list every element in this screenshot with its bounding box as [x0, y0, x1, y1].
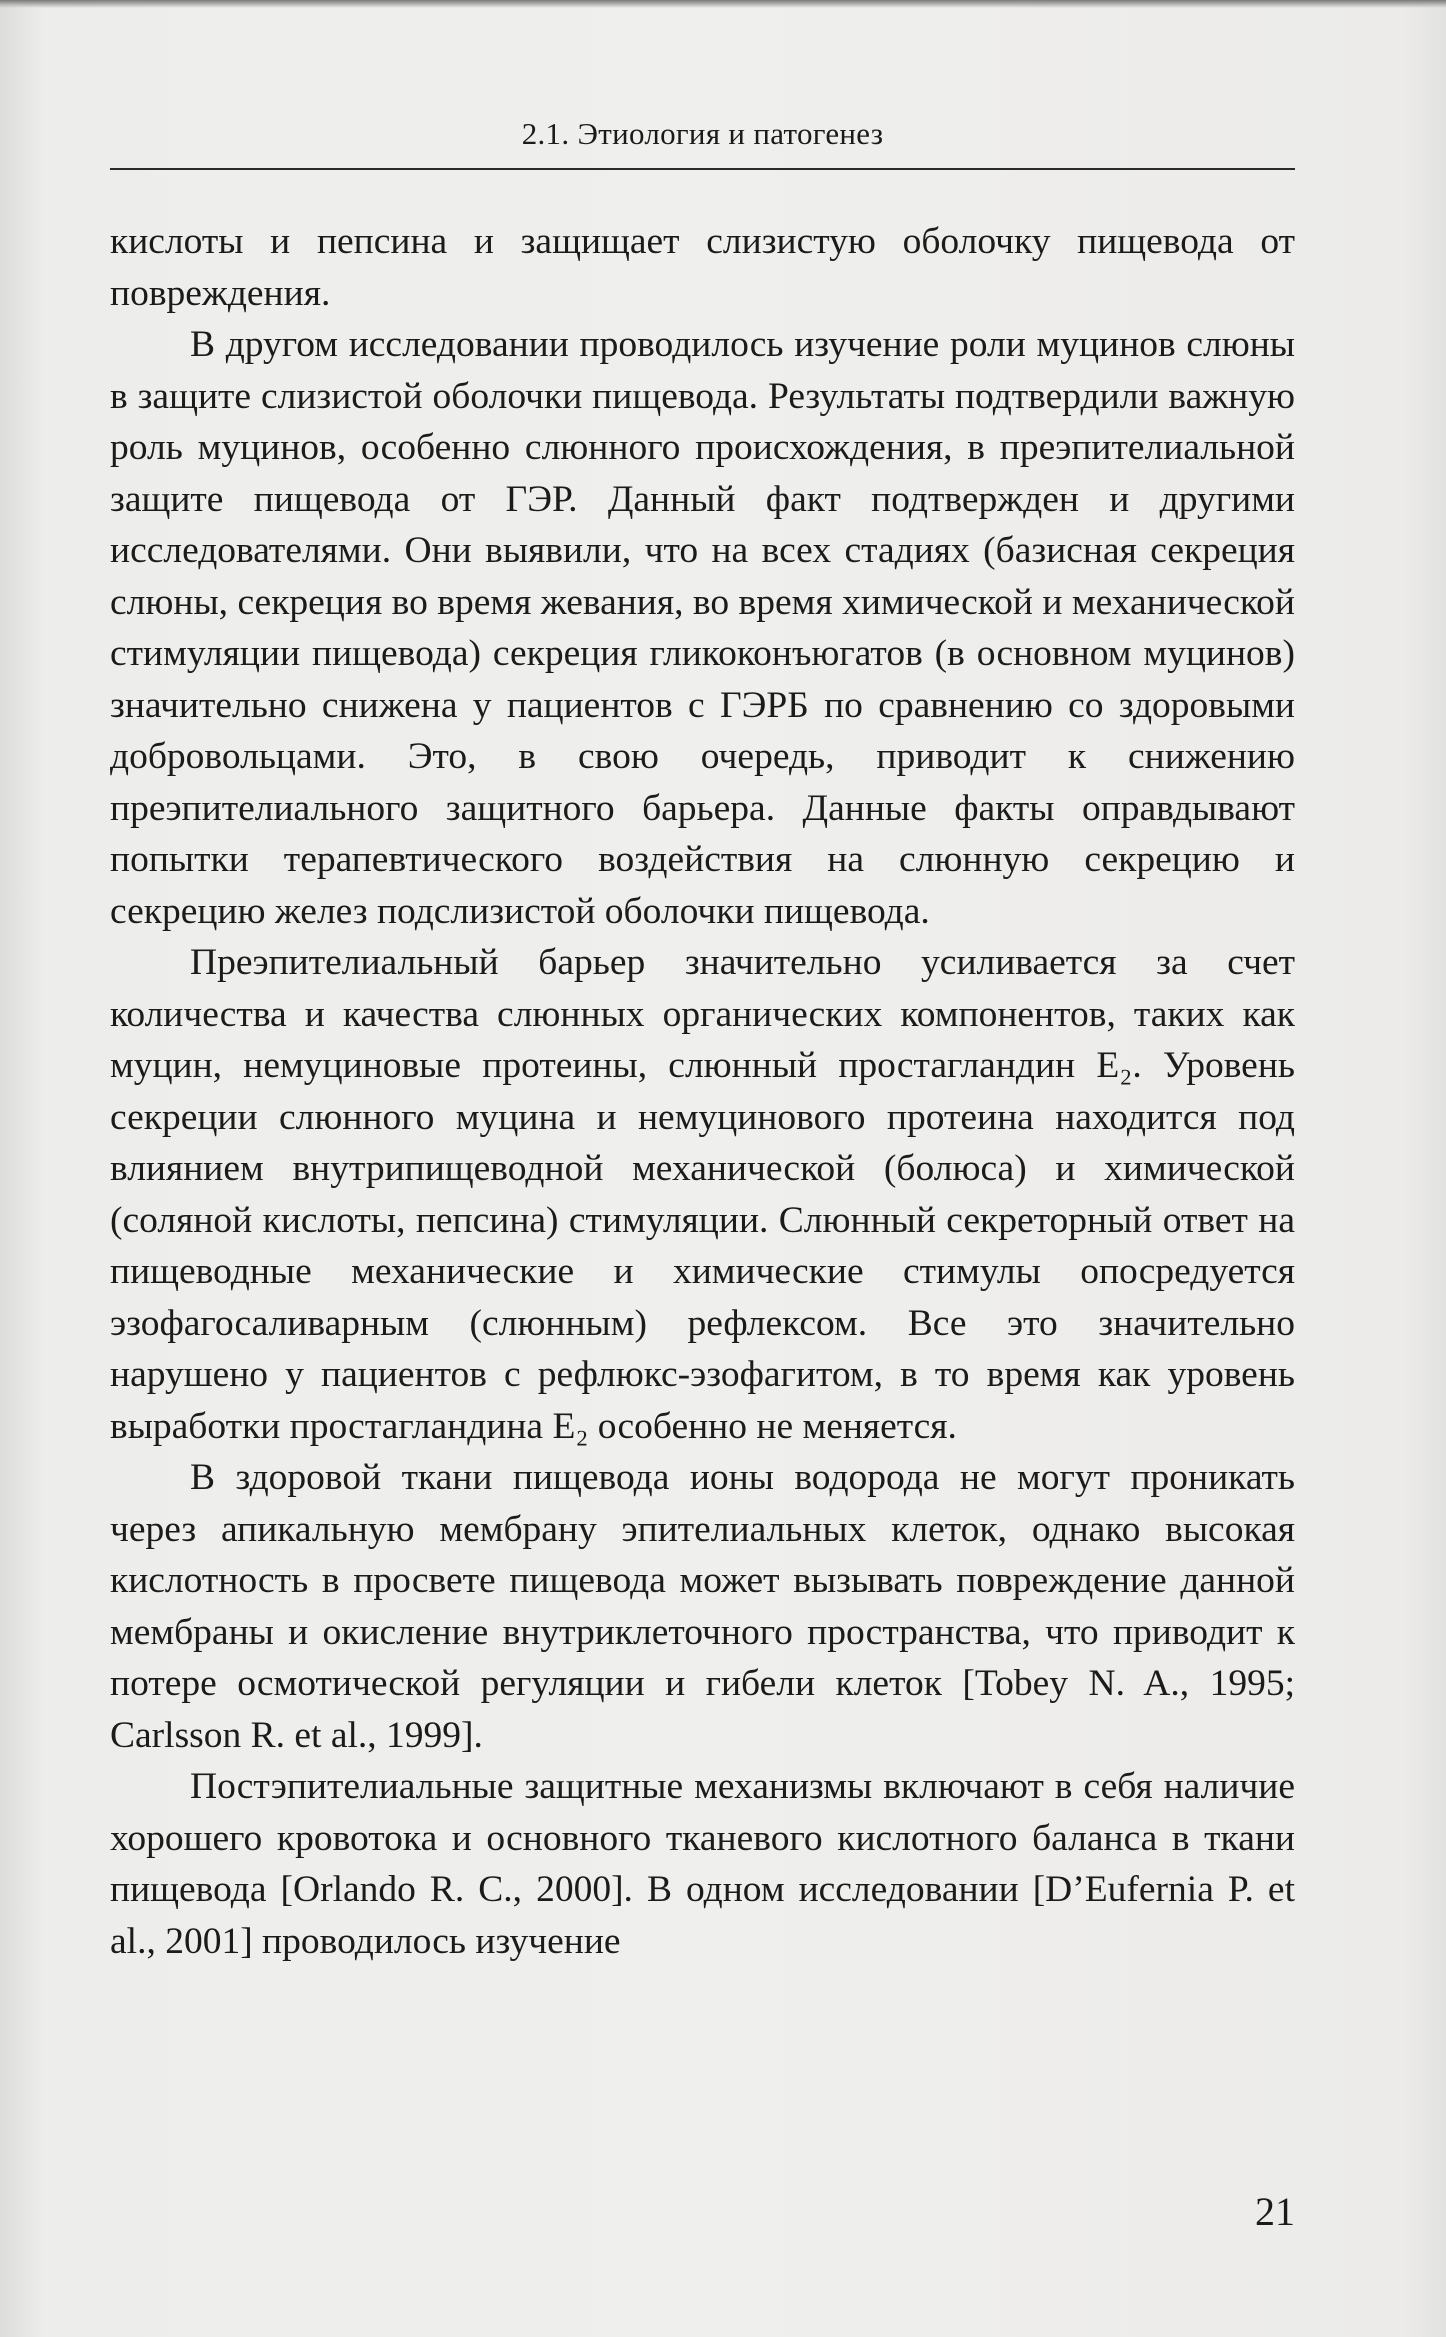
- paragraph-mucins: В другом исследовании проводилось изучение роли муцинов слюны в защите слизистой оболочки пищевода. Результаты подтвердили важную роль муцинов, особенно слюнного происхождения, в преэпителиальной защите пищевода от ГЭР. Данный факт подтвержден и другими исследователями. Они выявили, что на всех стадиях (базисная секреция слюны, секреция во время жевания, во время химической и механической стимуляции пищевода) секреция гликоконъюгатов (в основном муцинов) значительно снижена у пациентов с ГЭРБ по сравнению со здоровыми добровольцами. Это, в свою очередь, приводит к снижению преэпителиального защитного барьера. Данные факты оправдывают попытки терапевтического воздействия на слюнную секрецию и секрецию желез подслизистой оболочки пищевода.: [110, 324, 1295, 932]
- page-number: 21: [1255, 2189, 1295, 2234]
- page-top-edge: [0, 0, 1446, 8]
- paragraph-continuation: кислоты и пепсина и защищает слизистую оболочку пищевода от повреждения.: [110, 221, 1295, 314]
- header-rule: [110, 168, 1295, 170]
- paragraph-preepithelial-barrier: Преэпителиальный барьер значительно усиливается за счет количества и качества слюнных органических компонентов, таких как муцин, немуциновые протеины, слюнный простагландин E₂. Уровень секреции слюнного муцина и немуцинового протеина находится под влиянием внутрипищеводной механической (болюса) и химической (соляной кислоты, пепсина) стимуляции. Слюнный секреторный ответ на пищеводные механические и химические стимулы опосредуется эзофагосаливарным (слюнным) рефлексом. Все это значительно нарушено у пациентов с рефлюкс-эзофагитом, в то время как уровень выработки простагландина E₂ особенно не меняется.: [110, 942, 1295, 1447]
- paragraph-postepithelial: Постэпителиальные защитные механизмы включают в себя наличие хорошего кровотока и основного тканевого кислотного баланса в ткани пищевода [Orlando R. C., 2000]. В одном исследовании [D’Eufernia P. et al., 2001] проводилось изучение: [110, 1766, 1295, 1962]
- body-text: [110, 216, 1295, 1967]
- running-head: 2.1. Этиология и патогенез: [521, 116, 884, 151]
- paragraph-hydrogen-ions: В здоровой ткани пищевода ионы водорода не могут проникать через апикальную мембрану эпителиальных клеток, однако высокая кислотность в просвете пищевода может вызывать повреждение данной мембраны и окисление внутриклеточного пространства, что приводит к потере осмотической регуляции и гибели клеток [Tobey N. A., 1995; Carlsson R. et al., 1999].: [110, 1457, 1295, 1756]
